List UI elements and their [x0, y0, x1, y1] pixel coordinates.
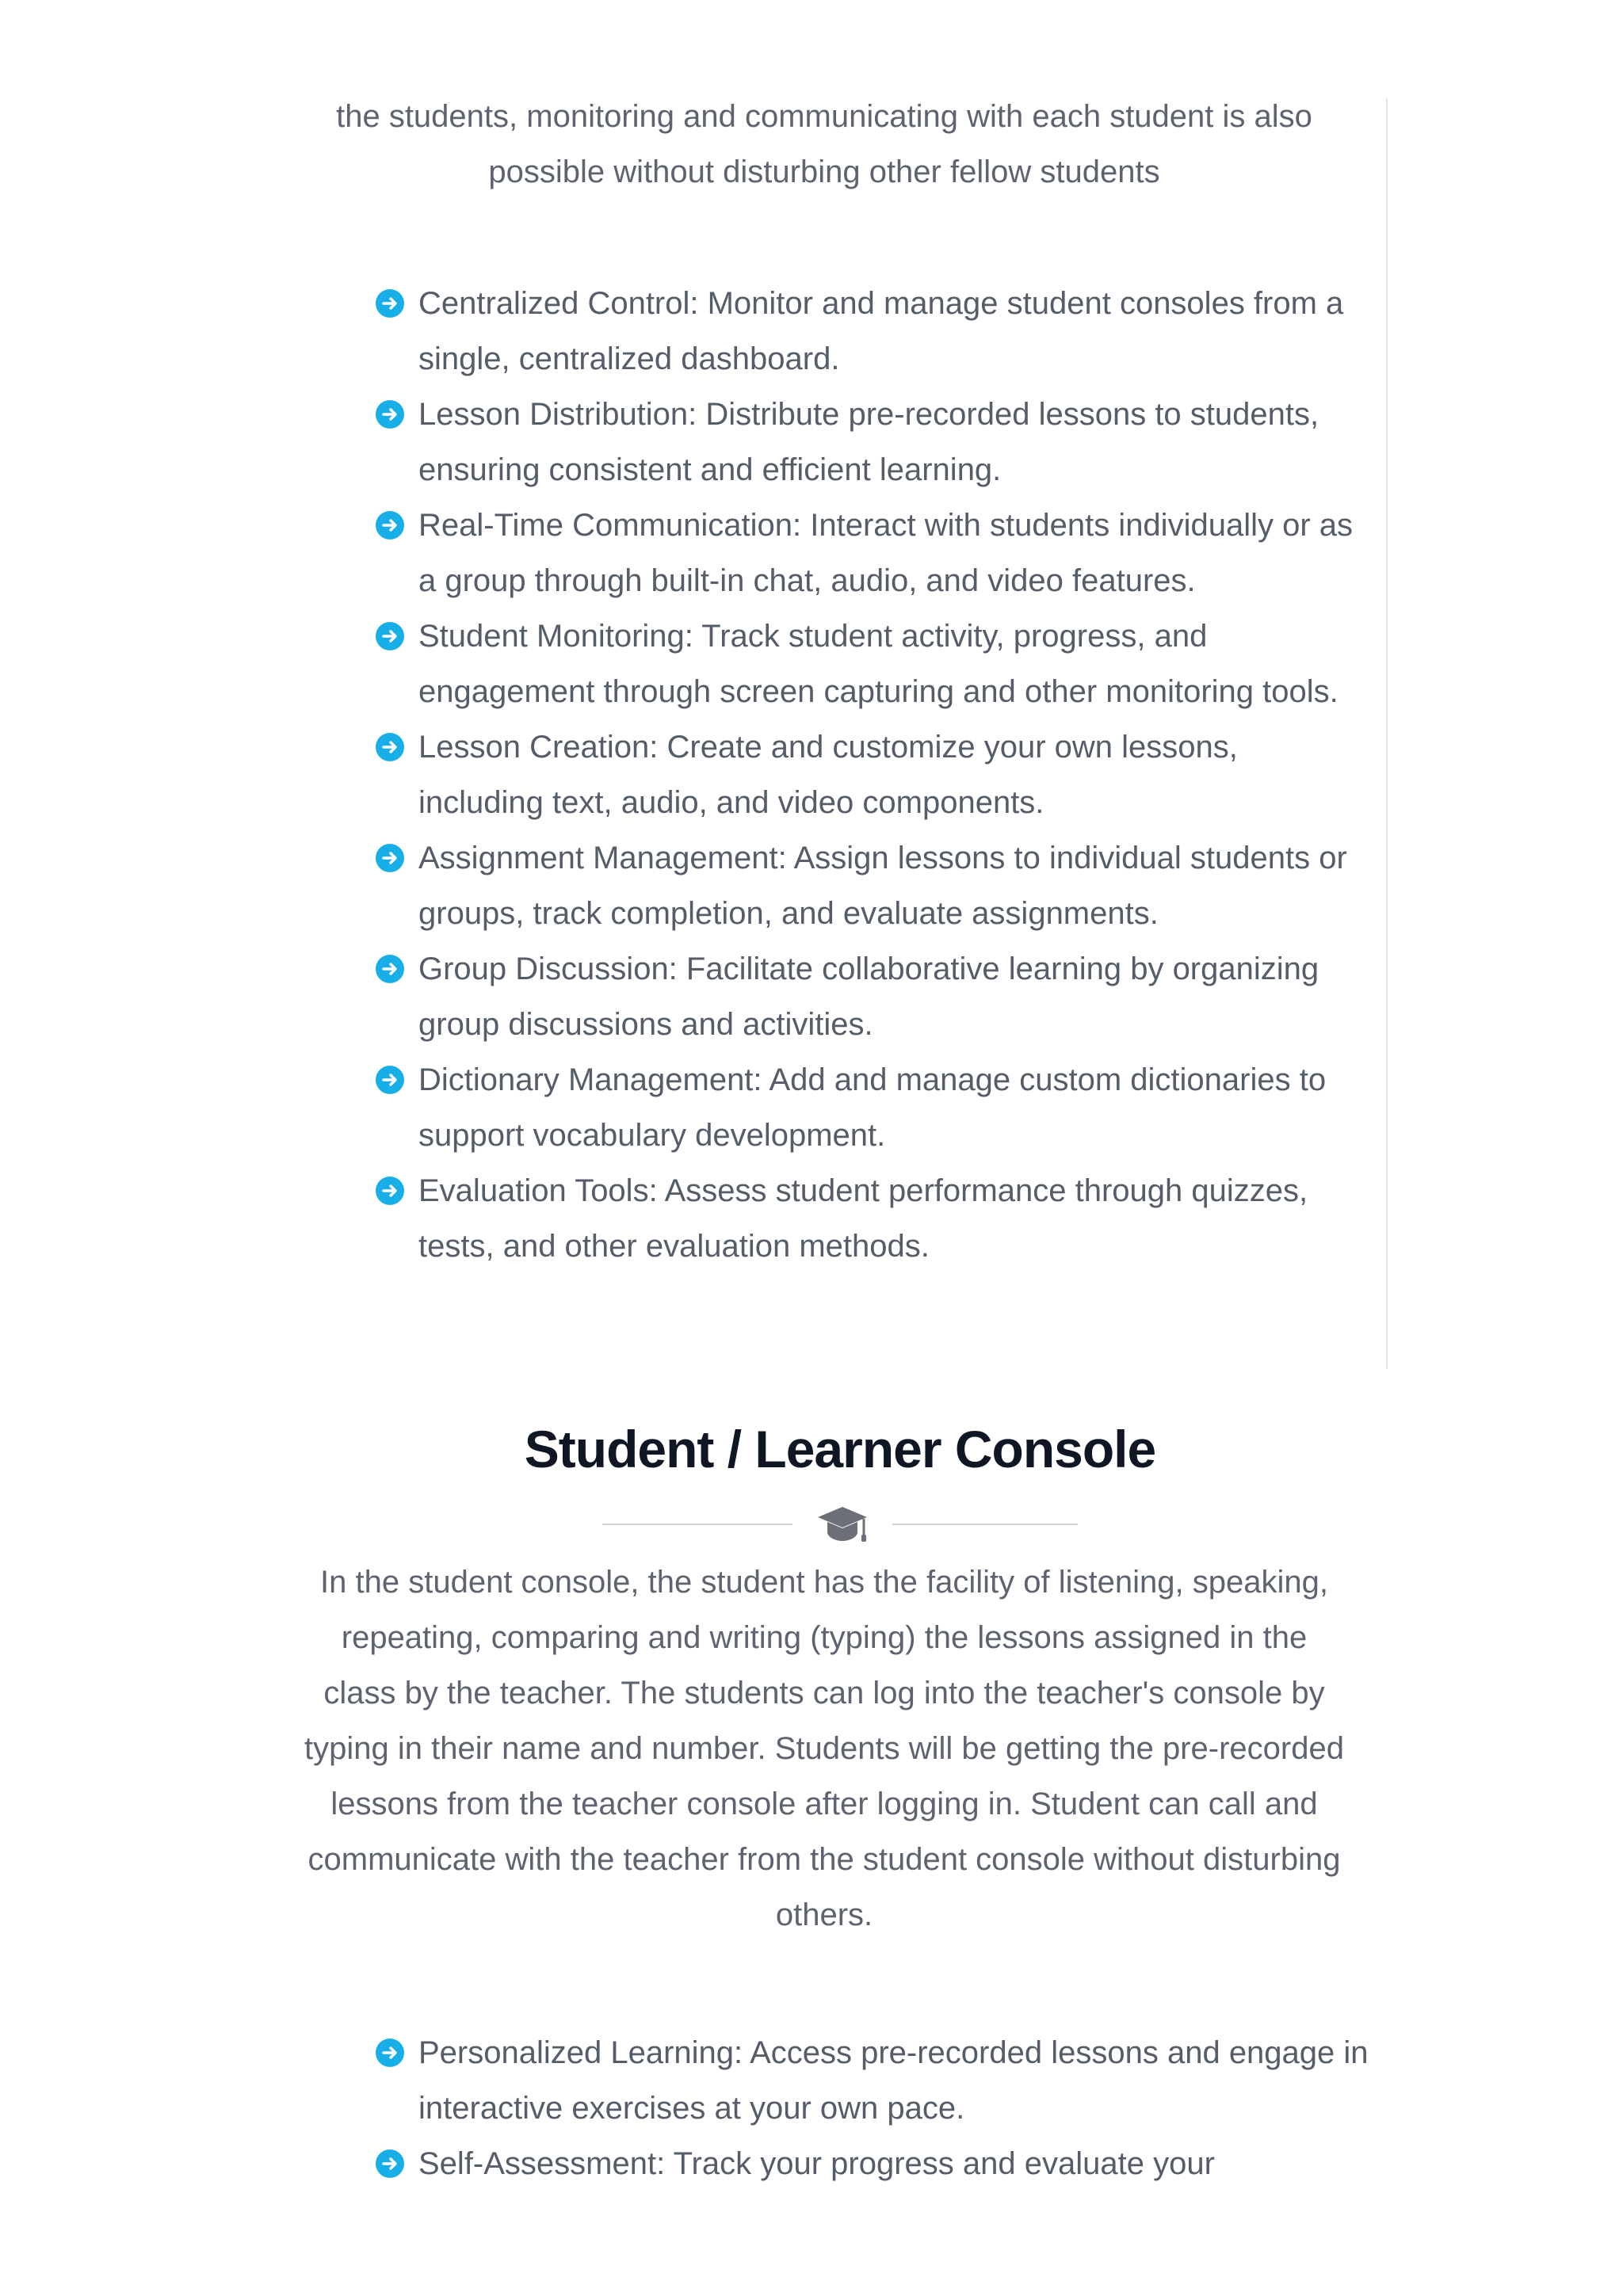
arrow-circle-right-icon	[376, 1066, 404, 1094]
list-item	[372, 608, 1371, 719]
list-item	[372, 387, 1371, 498]
feature-text: Evaluation Tools: Assess student performance through quizzes, tests, and other evaluation methods.	[418, 1173, 1308, 1264]
list-item	[372, 1163, 1371, 1274]
feature-text: Real-Time Communication: Interact with students individually or as a group through built-in chat, audio, and video features.	[418, 508, 1354, 598]
list-item	[372, 1052, 1371, 1163]
arrow-circle-right-icon	[376, 844, 404, 872]
student-feature-list	[372, 2025, 1371, 2191]
teacher-feature-list	[372, 276, 1371, 1274]
arrow-circle-right-icon	[376, 2149, 404, 2178]
student-intro-text: In the student console, the student has the facility of listening, speaking, repeating, comparing and writing (typing) the lessons assigned in the class by the teacher. The students can log into the teacher's console by typing in their name and number. Students will be getting the pre-recorded lessons from the teacher console after logging in. Student can call and communicate with the teacher from the student console without disturbing others.	[304, 1565, 1344, 1932]
arrow-circle-right-icon	[376, 2039, 404, 2067]
arrow-circle-right-icon	[376, 400, 404, 429]
title-ornament	[602, 1501, 1078, 1548]
feature-text: Centralized Control: Monitor and manage student consoles from a single, centralized dashboard.	[418, 286, 1344, 376]
feature-text: Assignment Management: Assign lessons to individual students or groups, track completion, and evaluate assignments.	[418, 841, 1347, 931]
list-item	[372, 276, 1371, 387]
arrow-circle-right-icon	[376, 289, 404, 318]
feature-text: Group Discussion: Facilitate collaborative learning by organizing group discussions and activities.	[418, 952, 1319, 1042]
arrow-circle-right-icon	[376, 622, 404, 650]
feature-text: Lesson Distribution: Distribute pre-recorded lessons to students, ensuring consistent and efficient learning.	[418, 397, 1319, 487]
list-item	[372, 2025, 1371, 2136]
graduation-cap-icon	[815, 1502, 870, 1547]
list-item	[372, 719, 1371, 830]
section-title: Student / Learner Console	[524, 1420, 1156, 1478]
ornament-line-right	[892, 1524, 1078, 1525]
list-item	[372, 941, 1371, 1052]
list-item	[372, 498, 1371, 608]
feature-text: Lesson Creation: Create and customize your own lessons, including text, audio, and video components.	[418, 730, 1238, 820]
arrow-circle-right-icon	[376, 955, 404, 983]
feature-text: Dictionary Management: Add and manage custom dictionaries to support vocabulary development.	[418, 1062, 1327, 1153]
sidebar-divider	[1386, 98, 1388, 1369]
arrow-circle-right-icon	[376, 1177, 404, 1205]
list-item	[372, 2136, 1371, 2191]
teacher-intro-text: the students, monitoring and communicating with each student is also possible without disturbing other fellow students	[336, 99, 1312, 189]
ornament-line-left	[602, 1524, 792, 1525]
list-item	[372, 830, 1371, 941]
arrow-circle-right-icon	[376, 733, 404, 761]
feature-text: Personalized Learning: Access pre-recorded lessons and engage in interactive exercises at your own pace.	[418, 2035, 1369, 2126]
feature-text: Student Monitoring: Track student activity, progress, and engagement through screen capturing and other monitoring tools.	[418, 619, 1338, 709]
arrow-circle-right-icon	[376, 511, 404, 540]
feature-text: Self-Assessment: Track your progress and evaluate your	[418, 2146, 1215, 2181]
